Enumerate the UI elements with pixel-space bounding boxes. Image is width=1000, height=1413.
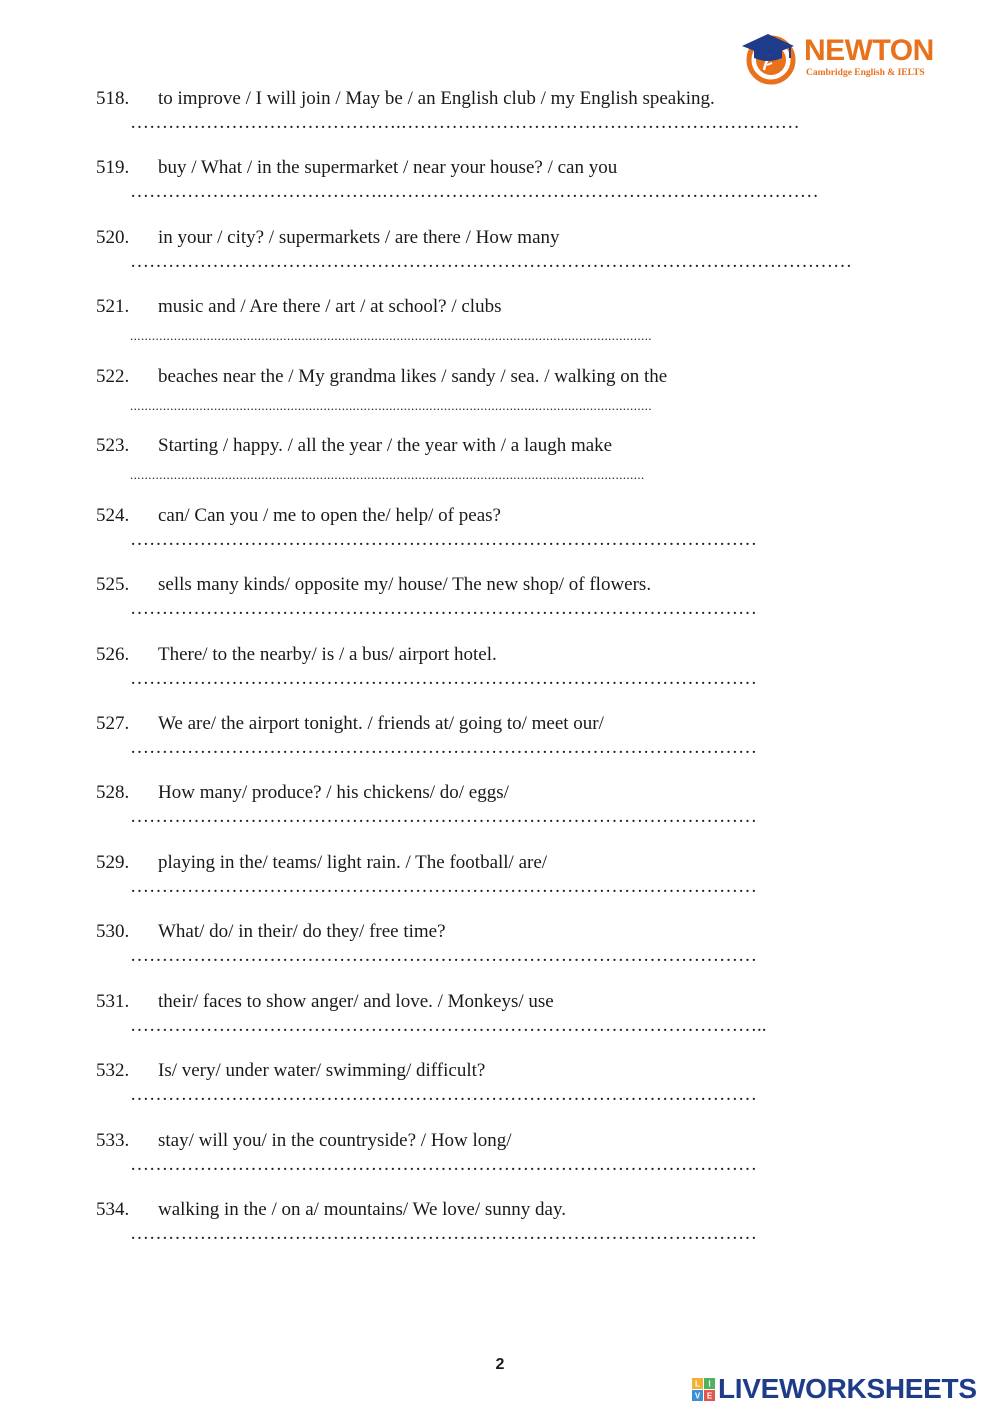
exercise-number: 534. [96,1199,130,1220]
exercise-prompt: There/ to the nearby/ is / a bus/ airport hotel. [158,644,497,665]
block-letter-i: I [708,1379,711,1389]
exercise-528 [0,782,1000,852]
block-letter-e: E [706,1391,713,1401]
brand-name: NEWTON [804,34,934,67]
exercise-prompt: How many/ produce? / his chickens/ do/ eggs/ [158,782,509,803]
exercise-519 [0,157,1000,227]
answer-input[interactable] [130,113,850,133]
exercise-number: 525. [96,574,130,595]
exercise-521 [0,296,1000,366]
answer-input[interactable] [130,807,820,827]
exercise-number: 526. [96,644,130,665]
answer-input[interactable] [130,669,820,689]
exercise-522 [0,366,1000,436]
exercise-number: 519. [96,157,130,178]
answer-input[interactable] [130,599,820,619]
exercise-534 [0,1199,1000,1269]
answer-input[interactable] [130,465,860,485]
exercise-529 [0,852,1000,922]
exercise-prompt: in your / city? / supermarkets / are there / How many [158,227,560,248]
watermark-word: LIVEWORKSHEETS [718,1373,977,1404]
exercise-525 [0,574,1000,644]
brand-tagline: Cambridge English & IELTS [806,68,925,78]
answer-input[interactable] [130,738,820,758]
exercise-520 [0,227,1000,297]
answer-input[interactable] [130,1085,820,1105]
block-letter-l: L [695,1379,700,1389]
answer-input[interactable] [130,530,820,550]
answer-input[interactable] [130,252,885,272]
exercise-number: 524. [96,505,130,526]
exercise-prompt: What/ do/ in their/ do they/ free time? [158,921,446,942]
exercise-number: 529. [96,852,130,873]
exercise-number: 531. [96,991,130,1012]
exercise-531 [0,991,1000,1061]
exercise-prompt: stay/ will you/ in the countryside? / How long/ [158,1130,512,1151]
exercise-prompt: to improve / I will join / May be / an English club / my English speaking. [158,88,715,109]
answer-input[interactable] [130,1016,820,1036]
exercise-number: 518. [96,88,130,109]
exercise-number: 528. [96,782,130,803]
exercise-number: 530. [96,921,130,942]
exercise-number: 523. [96,435,130,456]
newton-logo [740,24,940,86]
exercise-prompt: can/ Can you / me to open the/ help/ of peas? [158,505,501,526]
newton-emblem-icon [740,24,804,86]
liveworksheets-blocks-icon [692,1378,716,1402]
answer-input[interactable] [130,182,870,202]
exercise-532 [0,1060,1000,1130]
exercise-prompt: walking in the / on a/ mountains/ We love/ sunny day. [158,1199,566,1220]
answer-input[interactable] [130,1224,820,1244]
exercise-533 [0,1130,1000,1200]
exercise-prompt: playing in the/ teams/ light rain. / The football/ are/ [158,852,548,873]
exercise-number: 527. [96,713,130,734]
answer-input[interactable] [130,326,875,346]
exercise-prompt: Starting / happy. / all the year / the year with / a laugh make [158,435,613,456]
exercise-prompt: Is/ very/ under water/ swimming/ difficult? [158,1060,486,1081]
page-number: 2 [495,1356,505,1373]
exercise-number: 521. [96,296,130,317]
exercise-518 [0,88,1000,158]
exercise-prompt: buy / What / in the supermarket / near your house? / can you [158,157,618,178]
exercise-530 [0,921,1000,991]
exercise-number: 532. [96,1060,130,1081]
exercise-prompt: sells many kinds/ opposite my/ house/ The new shop/ of flowers. [158,574,652,595]
block-letter-v: V [694,1391,701,1401]
liveworksheets-watermark [692,1372,992,1406]
answer-input[interactable] [130,877,820,897]
exercise-523 [0,435,1000,505]
answer-input[interactable] [130,946,820,966]
answer-input[interactable] [130,396,875,416]
exercise-number: 533. [96,1130,130,1151]
exercise-prompt: their/ faces to show anger/ and love. / Monkeys/ use [158,991,554,1012]
exercise-prompt: We are/ the airport tonight. / friends at/ going to/ meet our/ [158,713,604,734]
exercise-number: 522. [96,366,130,387]
exercise-527 [0,713,1000,783]
exercise-526 [0,644,1000,714]
exercise-prompt: beaches near the / My grandma likes / sandy / sea. / walking on the [158,366,668,387]
exercise-524 [0,505,1000,575]
answer-input[interactable] [130,1155,820,1175]
exercise-number: 520. [96,227,130,248]
exercise-prompt: music and / Are there / art / at school? / clubs [158,296,502,317]
